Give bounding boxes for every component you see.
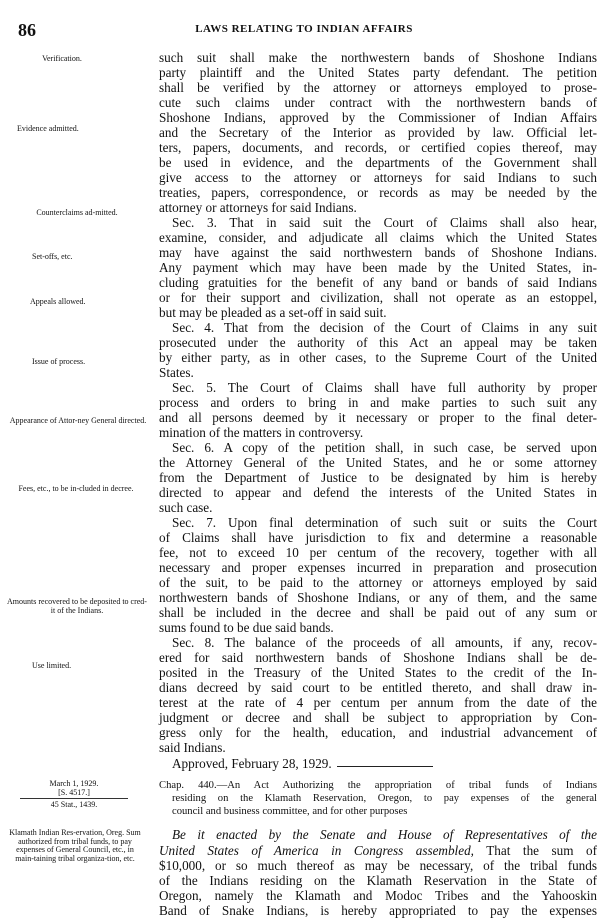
margin-note-appeals: Appeals allowed. bbox=[30, 297, 86, 306]
body-line: terest at the rate of 4 per centum per annum from the date of the bbox=[159, 695, 597, 710]
margin-note-klamath: Klamath Indian Res-ervation, Oreg. Sum authorized from tribal funds, to pay expenses of General Council, etc., in main-taining tribal organiza-tion, etc. bbox=[9, 828, 141, 863]
body-line: posited in the Treasury of the United States to the credit of the In- bbox=[159, 665, 597, 680]
body-line: directed to appear and defend the interests of the United States in bbox=[159, 485, 597, 500]
body-line: such case. bbox=[159, 500, 213, 515]
body-line: give access to the attorney or attorneys for said Indians to such bbox=[159, 170, 597, 185]
body-line: fee, not to exceed 10 per centum of the recovery, together with all bbox=[159, 545, 597, 560]
body-line: judgment or decree and shall be subject to appropriation by Con- bbox=[159, 710, 597, 725]
body-line: and the Secretary of the Interior as provided by law. Official let- bbox=[159, 125, 597, 140]
body-line: Sec. 5. The Court of Claims shall have full authority by proper bbox=[172, 380, 597, 395]
chapter-sidenote bbox=[7, 779, 141, 809]
body-line: Any payment which may have been made by the United States, in- bbox=[159, 260, 597, 275]
body-line: the Attorney General of the United States, and he or some attorney bbox=[159, 455, 597, 470]
body-line: cute such claims under contract with the northwestern bands of bbox=[159, 95, 597, 110]
enacting-line: Oregon, namely the Klamath and Modoc Tribes and the Yahooskin bbox=[159, 888, 597, 903]
chapter-heading-line: council and business committee, and for other purposes bbox=[172, 806, 408, 817]
margin-note-setoffs: Set-offs, etc. bbox=[32, 252, 73, 261]
body-line: examine, consider, and adjudicate all claims which the United States bbox=[159, 230, 597, 245]
margin-note-appearance: Appearance of Attor-ney General directed. bbox=[9, 416, 147, 425]
body-line: prosecuted under the authority of this Act an appeal may be taken bbox=[159, 335, 597, 350]
page-number: 86 bbox=[18, 20, 36, 40]
enacting-line: $10,000, or so much thereof as may be necessary, of the tribal funds bbox=[159, 858, 597, 873]
body-line: shall be included in the decree and shall be paid out of any sum or bbox=[159, 605, 597, 620]
margin-note-issue: Issue of process. bbox=[32, 357, 86, 366]
body-line: Sec. 4. That from the decision of the Court of Claims in any suit bbox=[172, 320, 597, 335]
chapter-stat: 45 Stat., 1439. bbox=[50, 800, 98, 809]
body-line: Sec. 8. The balance of the proceeds of all amounts, if any, recov- bbox=[172, 635, 597, 650]
approval-date: Approved, February 28, 1929. bbox=[172, 756, 332, 771]
chapter-heading-line: residing on the Klamath Reservation, Oregon, to pay expenses of the general bbox=[172, 793, 597, 804]
body-line: of the suit, to be paid to the attorney or attorneys employed by said bbox=[159, 575, 597, 590]
body-line: and all persons deemed by it necessary or proper to the final deter- bbox=[159, 410, 597, 425]
sidenote-rule bbox=[20, 798, 128, 799]
body-line: Sec. 6. A copy of the petition shall, in such case, be served upon bbox=[172, 440, 597, 455]
body-line: or for their support and civilization, shall not operate as an estoppel, bbox=[159, 290, 597, 305]
body-line: Sec. 7. Upon final determination of such suit or suits the Court bbox=[172, 515, 597, 530]
enacting-italic: United States of America in Congress assembled, bbox=[159, 843, 474, 858]
section-divider bbox=[337, 766, 433, 767]
body-line: by either party, as in other cases, to the Supreme Court of the United bbox=[159, 350, 597, 365]
body-line: of Claims shall have jurisdiction to fix and determine a reasonable bbox=[159, 530, 597, 545]
margin-note-evidence: Evidence admitted. bbox=[17, 124, 79, 133]
body-line: attorney or attorneys for said Indians. bbox=[159, 200, 357, 215]
body-line: party plaintiff and the United States party defendant. The petition bbox=[159, 65, 597, 80]
margin-note-use: Use limited. bbox=[32, 661, 72, 670]
enacting-line bbox=[159, 843, 597, 859]
enacting-line: of the Indians residing on the Klamath Reservation in the State of bbox=[159, 873, 597, 888]
enacting-line bbox=[159, 827, 597, 843]
body-line: such suit shall make the northwestern bands of Shoshone Indians bbox=[159, 50, 597, 65]
body-line: northwestern bands of Shoshone Indians, or any of them, and the same bbox=[159, 590, 597, 605]
body-line: may have against the said northwestern bands of Shoshone Indians. bbox=[159, 245, 597, 260]
body-line: gress only for the health, education, and industrial advancement of bbox=[159, 725, 597, 740]
margin-note-counterclaims: Counterclaims ad-mitted. bbox=[36, 208, 118, 217]
margin-note-amounts: Amounts recovered to be deposited to cred-it of the Indians. bbox=[7, 597, 147, 615]
body-line: process and orders to bring in and make parties to such suit any bbox=[159, 395, 597, 410]
body-line: treaties, papers, correspondence, or records as may be needed by the bbox=[159, 185, 597, 200]
body-line: sums found to be due said bands. bbox=[159, 620, 334, 635]
margin-note-verification: Verification. bbox=[42, 54, 82, 63]
body-line: ters, papers, documents, and records, or certified copies thereof, may bbox=[159, 140, 597, 155]
body-line: shall be verified by the attorney or attorneys employed to prose- bbox=[159, 80, 597, 95]
body-line: said Indians. bbox=[159, 740, 226, 755]
running-title: LAWS RELATING TO INDIAN AFFAIRS bbox=[195, 23, 413, 35]
chapter-bill: [S. 4517.] bbox=[58, 788, 90, 797]
body-line: cluding gratuities for the benefit of any band or bands of said Indians bbox=[159, 275, 597, 290]
body-line: necessary and proper expenses incurred in preparation and prosecution bbox=[159, 560, 597, 575]
body-line: ered for said northwestern bands of Shoshone Indians shall be de- bbox=[159, 650, 597, 665]
chapter-heading-line: Chap. 440.—An Act Authorizing the appropriation of tribal funds of Indians bbox=[159, 780, 597, 791]
body-line: but may be pleaded as a set-off in said suit. bbox=[159, 305, 387, 320]
enacting-italic: Be it enacted by the Senate and House of Representatives of the bbox=[172, 827, 597, 842]
body-line: from the Department of Justice to be designated by him is hereby bbox=[159, 470, 597, 485]
body-line: Shoshone Indians, approved by the Commissioner of Indian Affairs bbox=[159, 110, 597, 125]
enacting-text: That the sum of bbox=[486, 843, 598, 858]
enacting-line: Band of Snake Indians, is hereby appropriated to pay the expenses bbox=[159, 903, 597, 918]
body-line: mination of the matters in controversy. bbox=[159, 425, 364, 440]
chapter-date: March 1, 1929. bbox=[49, 779, 99, 788]
margin-note-fees: Fees, etc., to be in-cluded in decree. bbox=[18, 484, 134, 493]
body-line: Sec. 3. That in said suit the Court of Claims shall also hear, bbox=[172, 215, 597, 230]
body-line: States. bbox=[159, 365, 194, 380]
body-line: be used in evidence, and the departments of the Government shall bbox=[159, 155, 597, 170]
body-line: dians decreed by said court to be entitled thereto, and shall draw in- bbox=[159, 680, 597, 695]
